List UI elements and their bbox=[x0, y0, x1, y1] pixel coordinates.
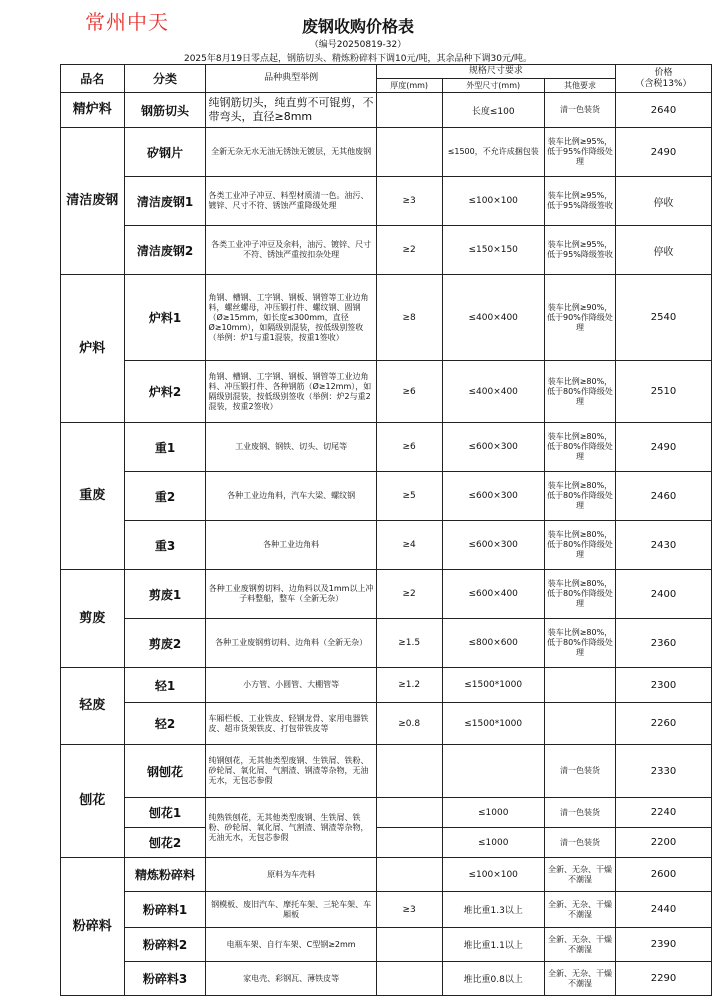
price-cell: 2260 bbox=[616, 703, 712, 745]
category-cell: 重2 bbox=[124, 472, 206, 521]
table-row bbox=[61, 128, 712, 177]
group-cell: 清洁废钢 bbox=[61, 128, 125, 275]
header-other: 其他要求 bbox=[544, 79, 615, 93]
example-cell: 工业废钢、钢铁、切头、切尾等 bbox=[206, 423, 376, 472]
category-cell: 清洁废钢1 bbox=[124, 177, 206, 226]
thickness-cell: ≥6 bbox=[376, 361, 442, 423]
other-cell: 清一色装货 bbox=[544, 828, 615, 858]
example-cell: 全新无杂无水无油无锈蚀无镀层，无其他废钢 bbox=[206, 128, 376, 177]
thickness-cell: ≥1.2 bbox=[376, 668, 442, 703]
example-cell: 各类工业冲子冲豆、料型材质清一色。油污、镀锌、尺寸不符、锈蚀严重降级处理 bbox=[206, 177, 376, 226]
price-cell: 2440 bbox=[616, 892, 712, 928]
header-row bbox=[61, 65, 712, 79]
price-cell: 2490 bbox=[616, 128, 712, 177]
table-row bbox=[61, 423, 712, 472]
example-cell: 各种工业废钢剪切料、边角料（全新无杂） bbox=[206, 619, 376, 668]
example-cell: 小方管、小圆管、大棚管等 bbox=[206, 668, 376, 703]
price-cell: 2390 bbox=[616, 928, 712, 962]
thickness-cell: ≥3 bbox=[376, 892, 442, 928]
other-cell: 全新、无杂、干燥不潮湿 bbox=[544, 892, 615, 928]
example-cell: 各种工业边角料，汽车大梁、螺纹钢 bbox=[206, 472, 376, 521]
thickness-cell: ≥1.5 bbox=[376, 619, 442, 668]
other-cell: 装车比例≥80%，低于80%作降级处理 bbox=[544, 521, 615, 570]
size-cell: ≤1500*1000 bbox=[442, 668, 544, 703]
table-row bbox=[61, 668, 712, 703]
price-cell: 2330 bbox=[616, 745, 712, 798]
other-cell: 装车比例≥80%，低于80%作降级处理 bbox=[544, 472, 615, 521]
price-cell: 2200 bbox=[616, 828, 712, 858]
thickness-cell bbox=[376, 798, 442, 828]
price-cell: 2600 bbox=[616, 858, 712, 892]
example-cell: 各种工业边角料 bbox=[206, 521, 376, 570]
price-cell: 2290 bbox=[616, 962, 712, 996]
price-cell: 2360 bbox=[616, 619, 712, 668]
other-cell: 装车比例≥95%，低于95%作降级处理 bbox=[544, 128, 615, 177]
category-cell: 炉料2 bbox=[124, 361, 206, 423]
other-cell: 装车比例≥80%，低于80%作降级处理 bbox=[544, 619, 615, 668]
thickness-cell bbox=[376, 745, 442, 798]
header-example: 品种典型举例 bbox=[206, 65, 376, 93]
size-cell bbox=[442, 745, 544, 798]
table-row bbox=[61, 472, 712, 521]
table-row bbox=[61, 858, 712, 892]
group-cell: 粉碎料 bbox=[61, 858, 125, 996]
group-cell: 精炉料 bbox=[61, 93, 125, 128]
table-row bbox=[61, 892, 712, 928]
category-cell: 粉碎料1 bbox=[124, 892, 206, 928]
example-cell: 纯钢筋切头，纯直剪不可锟剪，不带弯头，直径≥8mm bbox=[206, 93, 376, 128]
thickness-cell: ≥0.8 bbox=[376, 703, 442, 745]
category-cell: 剪废1 bbox=[124, 570, 206, 619]
category-cell: 炉料1 bbox=[124, 275, 206, 361]
category-cell: 矽钢片 bbox=[124, 128, 206, 177]
header-price: 价格 （含税13%） bbox=[616, 65, 712, 93]
example-cell: 纯钢刨花，无其他类型废钢、生铁屑、铁粉、砂轮屑、氧化屑、气割渣、钢渣等杂物，无油无水，无包芯参假 bbox=[206, 745, 376, 798]
other-cell: 装车比例≥80%，低于80%作降级处理 bbox=[544, 423, 615, 472]
header-spec: 规格尺寸要求 bbox=[376, 65, 615, 79]
header-thickness: 厚度(mm) bbox=[376, 79, 442, 93]
example-cell: 钢模板、废旧汽车、摩托车架、三轮车架、车厢板 bbox=[206, 892, 376, 928]
group-cell: 刨花 bbox=[61, 745, 125, 858]
other-cell: 清一色装货 bbox=[544, 745, 615, 798]
thickness-cell: ≥2 bbox=[376, 570, 442, 619]
thickness-cell bbox=[376, 93, 442, 128]
size-cell: ≤600×400 bbox=[442, 570, 544, 619]
serial-number: （编号20250819-32） bbox=[309, 40, 407, 50]
category-cell: 粉碎料3 bbox=[124, 962, 206, 996]
group-cell: 轻废 bbox=[61, 668, 125, 745]
other-cell: 装车比例≥95%，低于95%降级签收 bbox=[544, 177, 615, 226]
price-cell: 停收 bbox=[616, 177, 712, 226]
price-cell: 2640 bbox=[616, 93, 712, 128]
size-cell: 堆比重1.1以上 bbox=[442, 928, 544, 962]
price-cell: 2490 bbox=[616, 423, 712, 472]
table-row bbox=[61, 226, 712, 275]
price-cell: 2400 bbox=[616, 570, 712, 619]
size-cell: ≤1000 bbox=[442, 828, 544, 858]
category-cell: 钢筋切头 bbox=[124, 93, 206, 128]
thickness-cell: ≥2 bbox=[376, 226, 442, 275]
size-cell: 堆比重1.3以上 bbox=[442, 892, 544, 928]
other-cell: 装车比例≥90%，低于90%作降级处理 bbox=[544, 275, 615, 361]
category-cell: 清洁废钢2 bbox=[124, 226, 206, 275]
size-cell: ≤1500*1000 bbox=[442, 703, 544, 745]
size-cell: ≤100×100 bbox=[442, 858, 544, 892]
example-cell: 电瓶车架、自行车架、C型钢≥2mm bbox=[206, 928, 376, 962]
other-cell: 全新、无杂、干燥不潮湿 bbox=[544, 962, 615, 996]
size-cell: ≤800×600 bbox=[442, 619, 544, 668]
size-cell: ≤400×400 bbox=[442, 275, 544, 361]
other-cell: 清一色装货 bbox=[544, 798, 615, 828]
other-cell: 装车比例≥80%，低于80%作降级处理 bbox=[544, 570, 615, 619]
table-row bbox=[61, 745, 712, 798]
table-row bbox=[61, 962, 712, 996]
group-cell: 炉料 bbox=[61, 275, 125, 423]
thickness-cell: ≥3 bbox=[376, 177, 442, 226]
page-title: 废钢收购价格表 bbox=[301, 17, 414, 36]
price-cell: 2510 bbox=[616, 361, 712, 423]
price-cell: 2300 bbox=[616, 668, 712, 703]
thickness-cell: ≥4 bbox=[376, 521, 442, 570]
example-cell: 角钢、槽钢、工字钢、钢板、钢管等工业边角料，螺丝螺母，冲压锻打件、螺纹钢、圆钢（Ø≥15mm，如长度≤300mm，直径Ø≥10mm），如隔级别混装，按低级别签收（举例：炉1与重1混装，按重1签收） bbox=[206, 275, 376, 361]
other-cell bbox=[544, 703, 615, 745]
table-row bbox=[61, 798, 712, 828]
category-cell: 轻1 bbox=[124, 668, 206, 703]
size-cell: ≤600×300 bbox=[442, 521, 544, 570]
price-cell: 2430 bbox=[616, 521, 712, 570]
other-cell bbox=[544, 668, 615, 703]
other-cell: 清一色装货 bbox=[544, 93, 615, 128]
price-table bbox=[60, 64, 712, 996]
group-cell: 重废 bbox=[61, 423, 125, 570]
size-cell: ≤600×300 bbox=[442, 472, 544, 521]
example-cell: 家电壳、彩钢瓦、薄铁皮等 bbox=[206, 962, 376, 996]
size-cell: ≤1000 bbox=[442, 798, 544, 828]
other-cell: 装车比例≥80%，低于80%作降级处理 bbox=[544, 361, 615, 423]
table-row bbox=[61, 521, 712, 570]
thickness-cell bbox=[376, 928, 442, 962]
table-row bbox=[61, 570, 712, 619]
price-cell: 2460 bbox=[616, 472, 712, 521]
table-row bbox=[61, 703, 712, 745]
category-cell: 刨花2 bbox=[124, 828, 206, 858]
price-cell: 停收 bbox=[616, 226, 712, 275]
category-cell: 精炼粉碎料 bbox=[124, 858, 206, 892]
table-row bbox=[61, 619, 712, 668]
thickness-cell bbox=[376, 128, 442, 177]
header-size: 外型尺寸(mm) bbox=[442, 79, 544, 93]
example-cell: 角钢、槽钢、工字钢、钢板、钢管等工业边角料、冲压锻打件、各种钢筋（Ø≥12mm），如隔级别混装，按低级别签收（举例：炉2与重2混装，按重2签收） bbox=[206, 361, 376, 423]
other-cell: 装车比例≥95%，低于95%降级签收 bbox=[544, 226, 615, 275]
category-cell: 重3 bbox=[124, 521, 206, 570]
example-cell: 各种工业废钢剪切料、边角料以及1mm以上冲子料整船，整车（全新无杂） bbox=[206, 570, 376, 619]
category-cell: 剪废2 bbox=[124, 619, 206, 668]
category-cell: 粉碎料2 bbox=[124, 928, 206, 962]
thickness-cell: ≥6 bbox=[376, 423, 442, 472]
category-cell: 重1 bbox=[124, 423, 206, 472]
company-watermark: 常州中天 bbox=[85, 10, 169, 34]
table-row bbox=[61, 361, 712, 423]
thickness-cell bbox=[376, 962, 442, 996]
other-cell: 全新、无杂、干燥不潮湿 bbox=[544, 928, 615, 962]
group-cell: 剪废 bbox=[61, 570, 125, 668]
size-cell: ≤600×300 bbox=[442, 423, 544, 472]
other-cell: 全新、无杂、干燥不潮湿 bbox=[544, 858, 615, 892]
price-cell: 2540 bbox=[616, 275, 712, 361]
header-category: 分类 bbox=[124, 65, 206, 93]
thickness-cell: ≥8 bbox=[376, 275, 442, 361]
table-row bbox=[61, 177, 712, 226]
category-cell: 刨花1 bbox=[124, 798, 206, 828]
header-name: 品名 bbox=[61, 65, 125, 93]
size-cell: ≤400×400 bbox=[442, 361, 544, 423]
thickness-cell: ≥5 bbox=[376, 472, 442, 521]
table-row bbox=[61, 275, 712, 361]
size-cell: ≤100×100 bbox=[442, 177, 544, 226]
thickness-cell bbox=[376, 858, 442, 892]
table-row bbox=[61, 928, 712, 962]
size-cell: ≤1500，不允许成捆包装 bbox=[442, 128, 544, 177]
thickness-cell bbox=[376, 828, 442, 858]
example-cell: 各类工业冲子冲豆及余料，油污、镀锌、尺寸不符、锈蚀严重按扣杂处理 bbox=[206, 226, 376, 275]
size-cell: 长度≤100 bbox=[442, 93, 544, 128]
size-cell: ≤150×150 bbox=[442, 226, 544, 275]
example-cell: 车厢栏板、工业铁皮、轻钢龙骨、家用电器铁皮、超市货架铁皮、打包带铁皮等 bbox=[206, 703, 376, 745]
table-row bbox=[61, 93, 712, 128]
size-cell: 堆比重0.8以上 bbox=[442, 962, 544, 996]
price-cell: 2240 bbox=[616, 798, 712, 828]
category-cell: 轻2 bbox=[124, 703, 206, 745]
example-cell: 纯熟铁刨花，无其他类型废钢、生铁屑、铁粉、砂轮屑、氧化屑、气割渣、钢渣等杂物，无油无水，无包芯参假 bbox=[206, 798, 376, 858]
price-notice: 2025年8月19日零点起，钢筋切头、精炼粉碎料下调10元/吨，其余品种下调30元/吨。 bbox=[183, 54, 533, 64]
table-row bbox=[61, 828, 712, 858]
example-cell: 原料为车壳料 bbox=[206, 858, 376, 892]
category-cell: 钢刨花 bbox=[124, 745, 206, 798]
